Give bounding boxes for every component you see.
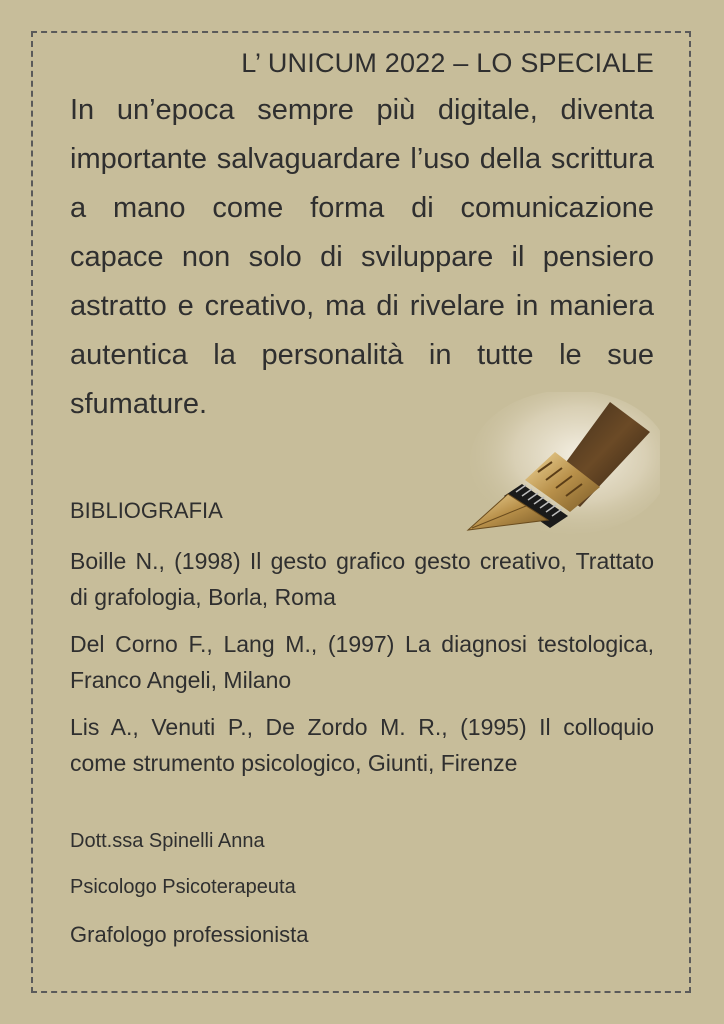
fountain-pen-nib-icon [460, 392, 660, 542]
bibliography-reference: Del Corno F., Lang M., (1997) La diagnosi testologica, Franco Angeli, Milano [70, 631, 654, 693]
author-title: Grafologo professionista [70, 922, 309, 947]
bibliography-heading: BIBLIOGRAFIA [70, 498, 223, 523]
intro-paragraph: In un’epoca sempre più digitale, diventa importante salvaguardare l’uso della scrittura a mano come forma di comunicazione capace non solo di sviluppare il pensiero astratto e creativo, ma di rivelare in maniera autentica la personalità in tutte le sue sfumature. [70, 94, 654, 420]
author-name: Dott.ssa Spinelli Anna [70, 830, 265, 852]
bibliography-reference: Boille N., (1998) Il gesto grafico gesto creativo, Trattato di grafologia, Borla, Roma [70, 548, 654, 610]
author-role: Psicologo Psicoterapeuta [70, 876, 296, 898]
page-header-title: L’ UNICUM 2022 – LO SPECIALE [241, 48, 654, 78]
bibliography-reference: Lis A., Venuti P., De Zordo M. R., (1995) Il colloquio come strumento psicologico, Giunti, Firenze [70, 714, 654, 776]
